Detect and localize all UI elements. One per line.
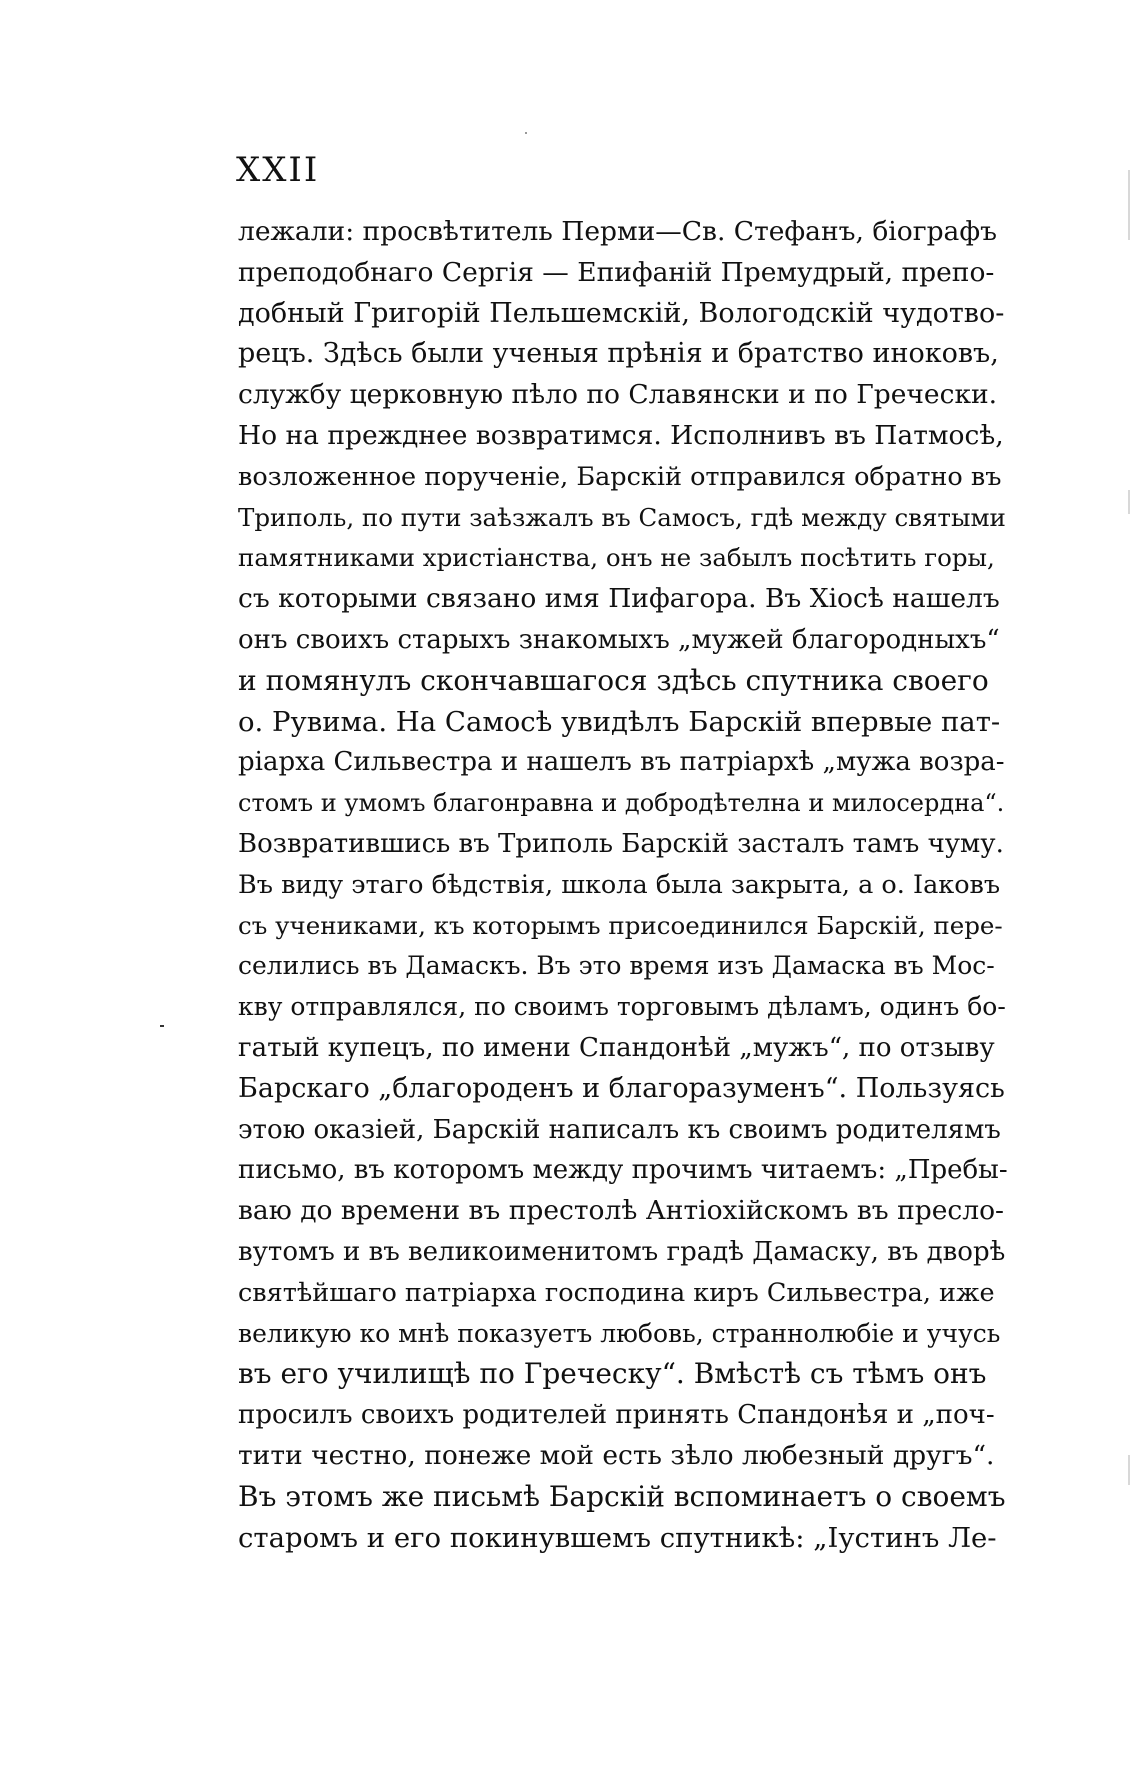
text-line: вутомъ и въ великоименитомъ градѣ Дамаску, въ дворѣ — [238, 1236, 1006, 1267]
text-line: службу церковную пѣло по Славянски и по Гречески. — [238, 379, 998, 411]
body-text — [238, 212, 1008, 1558]
text-line: тити честно, понеже мой есть зѣло любезный другъ“. — [238, 1439, 995, 1471]
scan-edge-mark — [1128, 1455, 1130, 1485]
text-line: Но на прежднее возвратимся. Исполнивъ въ Патмосѣ, — [238, 419, 1004, 451]
text-line: рецъ. Здѣсь были ученыя прѣнія и братство иноковъ, — [238, 338, 999, 370]
text-line: ваю до времени въ престолѣ Антіохійскомъ въ пресло- — [238, 1195, 1004, 1227]
text-line: Барскаго „благороденъ и благоразуменъ“. Пользуясь — [238, 1072, 1005, 1104]
text-line: письмо, въ которомъ между прочимъ читаемъ: „Пребы- — [238, 1155, 1008, 1186]
text-line: стомъ и умомъ благонравна и добродѣтелна и милосердна“. — [238, 789, 1005, 818]
text-line: селились въ Дамаскъ. Въ это время изъ Дамаска въ Мос- — [238, 951, 995, 981]
text-line: съ учениками, къ которымъ присоединился Барскій, пере- — [238, 910, 1003, 940]
text-line: ріарха Сильвестра и нашелъ въ патріархѣ „мужа возра- — [238, 747, 1005, 778]
text-line: Въ этомъ же письмѣ Барскій вспоминаетъ о своемъ — [238, 1479, 1006, 1513]
text-line: кву отправлялся, по своимъ торговымъ дѣламъ, одинъ бо- — [238, 992, 1006, 1022]
text-line: просилъ своихъ родителей принять Спандонѣя и „поч- — [238, 1400, 995, 1431]
text-line: добный Григорій Пельшемскій, Вологодскій чудотво- — [238, 297, 1005, 329]
text-line: и помянулъ скончавшагося здѣсь спутника своего — [238, 663, 989, 697]
text-line: Триполь, по пути заѣзжалъ въ Самосъ, гдѣ между святыми — [238, 502, 1006, 532]
text-line: возложенное порученіе, Барскій отправился обратно въ — [238, 461, 1002, 492]
text-line: о. Рувима. На Самосѣ увидѣлъ Барскій впервые пат- — [238, 705, 1001, 738]
text-line: съ которыми связано имя Пифагора. Въ Хіосѣ нашелъ — [238, 583, 1000, 615]
text-line: Возвратившись въ Триполь Барскій засталъ тамъ чуму. — [238, 828, 1004, 859]
text-line: памятниками христіанства, онъ не забылъ посѣтить горы, — [238, 543, 995, 573]
text-line: старомъ и его покинувшемъ спутникѣ: „Іустинъ Ле- — [238, 1521, 997, 1554]
text-line: преподобнаго Сергія — Епифаній Премудрый, препо- — [238, 256, 995, 288]
text-line: великую ко мнѣ показуетъ любовь, страннолюбіе и учусь — [238, 1318, 1001, 1348]
scan-speck — [160, 1025, 164, 1027]
text-line: святѣйшаго патріарха господина киръ Сильвестра, иже — [238, 1277, 995, 1308]
text-line: лежали: просвѣтитель Перми—Св. Стефанъ, біографъ — [238, 216, 997, 247]
text-line: онъ своихъ старыхъ знакомыхъ „мужей благородныхъ“ — [238, 624, 1000, 655]
scan-speck — [525, 132, 527, 134]
text-line: Въ виду этаго бѣдствія, школа была закрыта, а о. Іаковъ — [238, 869, 1001, 900]
page-number: XXII — [236, 150, 320, 190]
text-line: гатый купецъ, по имени Спандонѣй „мужъ“, по отзыву — [238, 1032, 995, 1063]
scan-edge-mark — [1128, 170, 1130, 240]
scan-edge-mark — [1128, 490, 1130, 514]
text-line: этою оказіей, Барскій написалъ къ своимъ родителямъ — [238, 1114, 1001, 1145]
text-line: въ его училищѣ по Греческу“. Вмѣстѣ съ тѣмъ онъ — [238, 1357, 987, 1391]
